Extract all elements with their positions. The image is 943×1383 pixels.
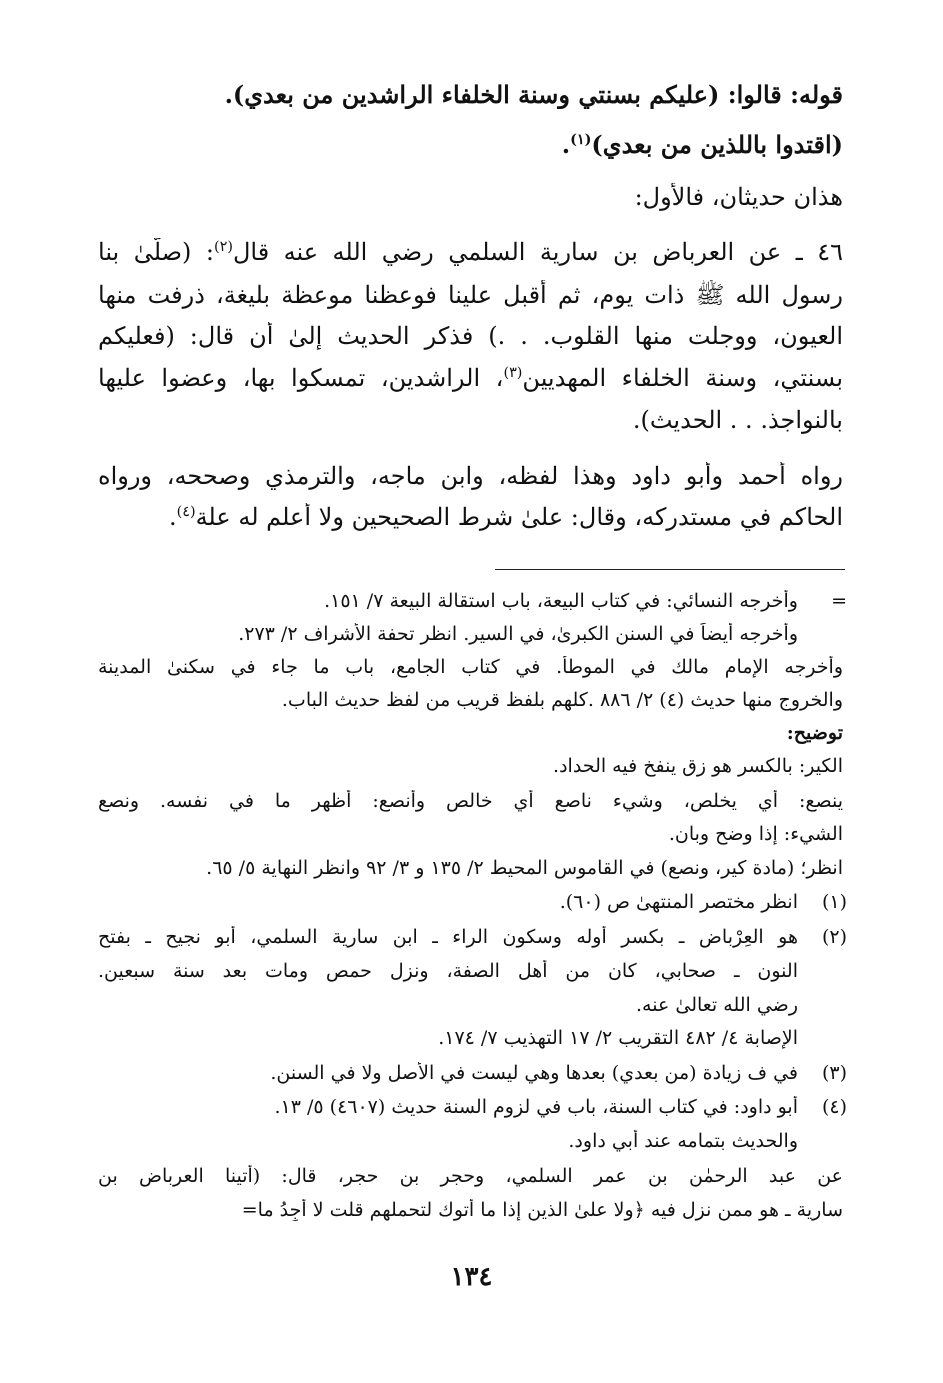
footnote-cont-line: وأخرجه أيضاً في السنن الكبرىٰ، في السير. انظر تحفة الأشراف ٢/ ٢٧٣. — [238, 623, 798, 645]
heading-line-2-text: (اقتدوا باللذين من بعدي) — [591, 130, 843, 159]
footnote-ref-1[interactable]: (١) — [570, 131, 592, 148]
hadith-line-5: بالنواجذ. . . الحديث). — [632, 406, 843, 434]
hadith-line-2: رسول الله ﷺ ذات يوم، ثم أقبل علينا فوعظنا موعظة بليغة، ذرفت منها — [98, 281, 843, 309]
footnote-2-line: هو العِرْباض ـ بكسر أوله وسكون الراء ـ ابن سارية السلمي، أبو نجيح ـ بفتح — [98, 926, 798, 948]
footnote-4-line: أبو داود: في كتاب السنة، باب في لزوم السنة حديث (٤٦٠٧) ٥/ ١٣. — [274, 1096, 798, 1118]
footnote-ref-3[interactable]: (٣) — [503, 365, 523, 381]
footnote-2-line: الإصابة ٤/ ٤٨٢ التقريب ٢/ ١٧ التهذيب ٧/ ١٧٤. — [438, 1027, 798, 1049]
footnote-tail-line: عن عبد الرحمٰن بن عمر السلمي، وحجر بن حجر، قال: (أتينا العرباض بن — [98, 1165, 843, 1187]
hadith-line-4a: بسنتي، وسنة الخلفاء المهديين — [522, 364, 843, 392]
narration-line-2a: الحاكم في مستدركه، وقال: علىٰ شرط الصحيحين ولا أعلم له علة — [195, 503, 843, 531]
footnote-2-line: رضي الله تعالىٰ عنه. — [636, 994, 798, 1016]
hadith-line-4 — [98, 364, 843, 392]
footnote-1-text: انظر مختصر المنتهىٰ ص (٦٠). — [559, 891, 798, 913]
intro-line: هذان حديثان، فالأول: — [634, 183, 843, 211]
page-number: ١٣٤ — [450, 1262, 493, 1292]
footnote-clarification-heading: توضيح: — [786, 722, 843, 744]
footnote-cont-line: وأخرجه الإمام مالك في الموطأ. في كتاب الجامع، باب ما جاء في سكنىٰ المدينة — [98, 656, 843, 678]
footnote-cont-line: الشيء: إذا وضح وبان. — [668, 823, 843, 845]
footnote-cont-line: ينصع: أي يخلص، وشيء ناصع أي خالص وأنصع: أظهر ما في نفسه. ونصع — [98, 790, 843, 812]
footnote-2-number: (٢) — [821, 926, 847, 948]
footnote-ref-4[interactable]: (٤) — [176, 504, 196, 520]
hadith-line-3: العيون، ووجلت منها القلوب. . .) فذكر الحديث إلىٰ أن قال: (فعليكم — [98, 322, 843, 350]
hadith-line-1a: ٤٦ ـ عن العرباض بن سارية السلمي رضي الله عنه قال — [232, 238, 843, 266]
heading-line-1: قوله: قالوا: (عليكم بسنتي وسنة الخلفاء الراشدين من بعدي). — [224, 80, 843, 109]
footnote-tail-line: سارية ـ هو ممن نزل فيه ﴿ولا علىٰ الذين إذا ما أتوك لتحملهم قلت لا أَجِدُ ما= — [241, 1199, 843, 1221]
footnote-1-number: (١) — [821, 891, 847, 913]
footnote-3-text: في ف زيادة (من بعدي) بعدها وهي ليست في الأصل ولا في السنن. — [270, 1062, 798, 1084]
hadith-line-1b: : (صلّىٰ بنا — [98, 238, 214, 266]
footnote-cont-line: الكير: بالكسر هو زق ينفخ فيه الحداد. — [553, 755, 843, 777]
footnote-4-number: (٤) — [821, 1096, 847, 1118]
heading-line-2 — [98, 130, 843, 159]
footnote-4-line: والحديث بتمامه عند أبي داود. — [568, 1130, 798, 1152]
hadith-line-1 — [98, 238, 843, 266]
narration-line-1: رواه أحمد وأبو داود وهذا لفظه، وابن ماجه، والترمذي وصححه، ورواه — [98, 462, 843, 490]
continuation-mark: = — [831, 590, 847, 612]
footnote-cont-line: انظر؛ (مادة كير، ونصع) في القاموس المحيط ٢/ ١٣٥ و ٣/ ٩٢ وانظر النهاية ٥/ ٦٥. — [206, 857, 843, 879]
footnote-ref-2[interactable]: (٢) — [213, 239, 233, 255]
heading-line-2-end: . — [561, 130, 571, 159]
narration-line-2 — [98, 503, 843, 531]
hadith-line-4b: ، الراشدين، تمسكوا بها، وعضوا عليها — [98, 364, 504, 392]
footnote-3-number: (٣) — [821, 1062, 847, 1084]
footnote-cont-line: وأخرجه النسائي: في كتاب البيعة، باب استقالة البيعة ٧/ ١٥١. — [324, 590, 798, 612]
footnote-cont-line: والخروج منها حديث (٤) ٢/ ٨٨٦ .كلهم بلفظ قريب من لفظ حديث الباب. — [281, 689, 843, 711]
footnote-separator — [495, 569, 845, 570]
footnote-2-line: النون ـ صحابي، كان من أهل الصفة، ونزل حمص ومات بعد سنة سبعين. — [98, 960, 798, 982]
narration-line-2-end: . — [168, 503, 177, 531]
